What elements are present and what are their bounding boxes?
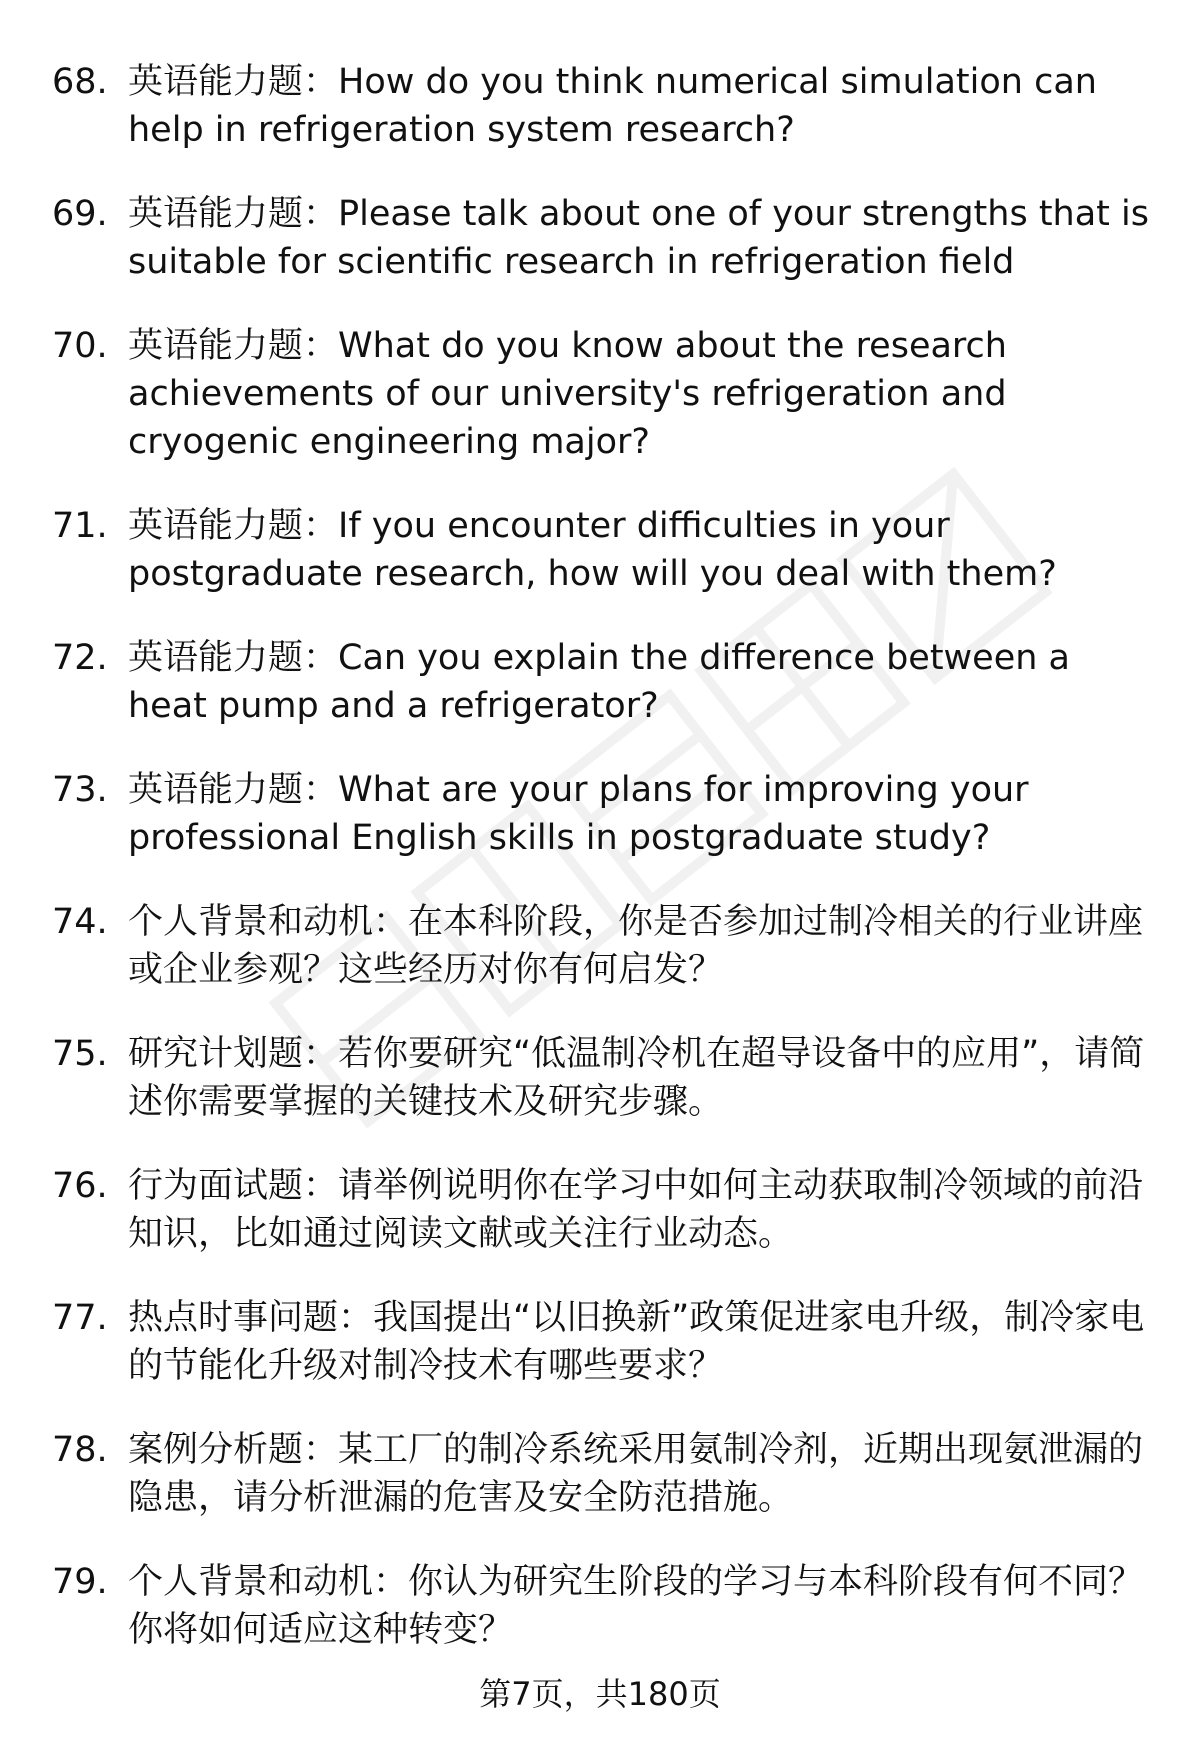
list-item [0,1426,1200,1522]
question-text: 英语能力题：What are your plans for improving your professional English skills in postgraduate study? [128,770,1029,858]
question-text: 个人背景和动机：你认为研究生阶段的学习与本科阶段有何不同？你将如何适应这种转变？ [128,1562,1144,1650]
page-indicator: 第7页，共180页 [479,1675,721,1713]
question-number: 74. [52,902,108,942]
question-text: 行为面试题：请举例说明你在学习中如何主动获取制冷领域的前沿知识，比如通过阅读文献或关注行业动态。 [128,1166,1144,1254]
question-number: 75. [52,1034,108,1074]
question-number: 71. [52,506,108,546]
list-item [0,898,1200,994]
question-text: 英语能力题：If you encounter difficulties in your postgraduate research, how will you deal with them? [128,506,1057,594]
question-text: 英语能力题：Can you explain the difference between a heat pump and a refrigerator? [128,638,1070,726]
question-text: 英语能力题：How do you think numerical simulation can help in refrigeration system research? [128,62,1097,150]
question-text: 英语能力题：What do you know about the research achievements of our university's refrigeration and cryogenic engineering major? [128,326,1007,462]
question-number: 76. [52,1166,108,1206]
list-item [0,1294,1200,1390]
list-item [0,58,1200,154]
list-item [0,1558,1200,1654]
question-text: 英语能力题：Please talk about one of your strengths that is suitable for scientific research in refrigeration field [128,194,1149,282]
question-text: 研究计划题：若你要研究“低温制冷机在超导设备中的应用”，请简述你需要掌握的关键技术及研究步骤。 [128,1034,1145,1122]
question-number: 68. [52,62,108,102]
question-number: 69. [52,194,108,234]
list-item [0,1162,1200,1258]
question-text: 热点时事问题：我国提出“以旧换新”政策促进家电升级，制冷家电的节能化升级对制冷技术有哪些要求？ [128,1298,1145,1386]
question-text: 案例分析题：某工厂的制冷系统采用氨制冷剂，近期出现氨泄漏的隐患，请分析泄漏的危害及安全防范措施。 [128,1430,1144,1518]
list-item [0,502,1200,598]
list-item [0,190,1200,286]
question-number: 73. [52,770,108,810]
list-item [0,766,1200,862]
question-number: 72. [52,638,108,678]
question-number: 70. [52,326,108,366]
question-number: 78. [52,1430,108,1470]
list-item [0,322,1200,466]
question-text: 个人背景和动机：在本科阶段，你是否参加过制冷相关的行业讲座或企业参观？这些经历对你有何启发？ [128,902,1144,990]
question-number: 77. [52,1298,108,1338]
list-item [0,634,1200,730]
question-list [0,58,1200,1690]
list-item [0,1030,1200,1126]
question-number: 79. [52,1562,108,1602]
